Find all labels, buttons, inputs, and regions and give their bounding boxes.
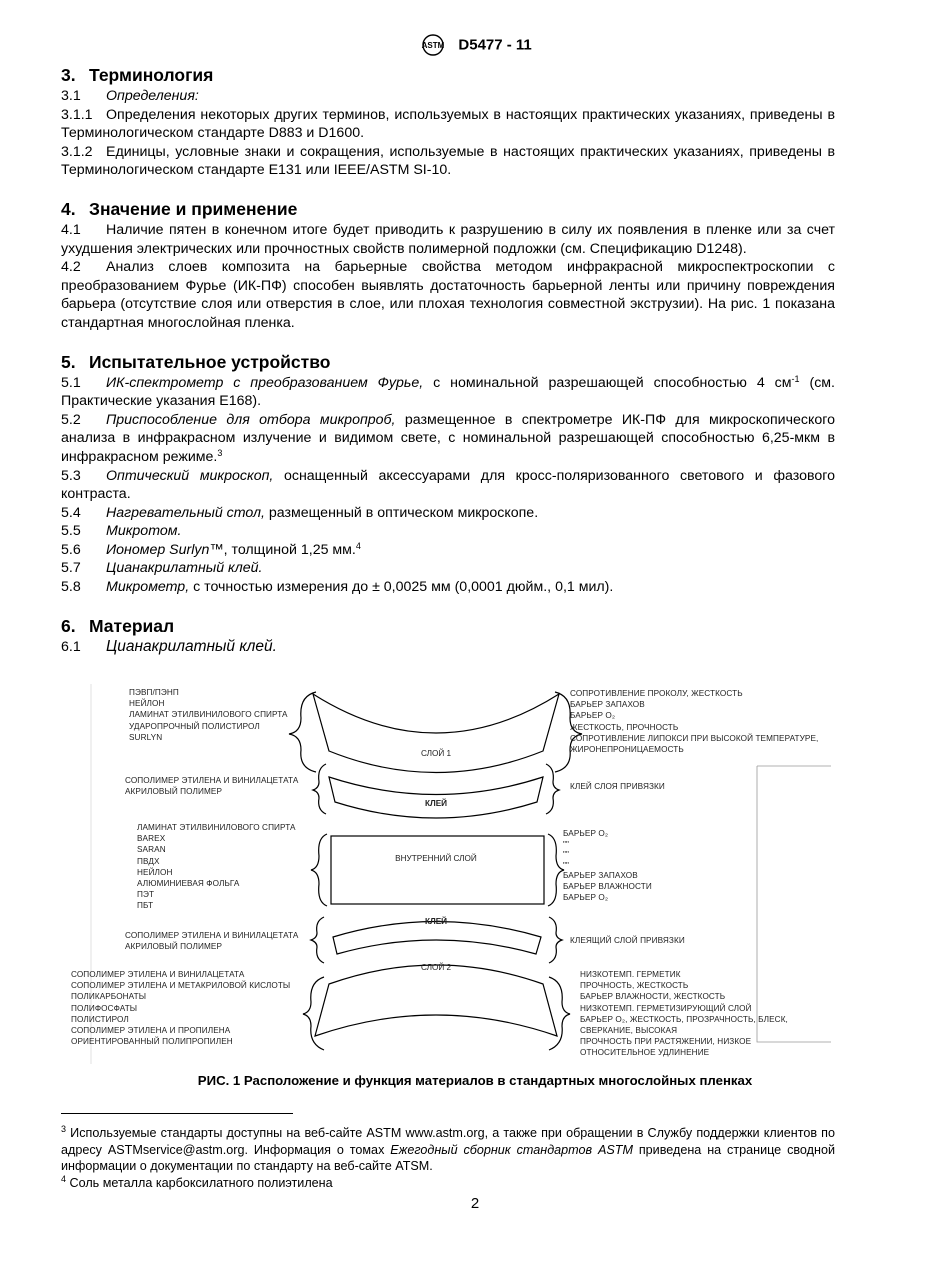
svg-text:ASTM: ASTM xyxy=(421,41,445,50)
paragraph: 5.2 Приспособление для отбора микропроб, размещенное в спектрометре ИК-ПФ для микроскопического анализа в инфракрасном излучение и видимом свете, с номинальной разрешающей способностью 6,25-мкм в инфракрасном режиме.$^3$ xyxy=(61,411,835,465)
footnote-3: $^3$ Используемые стандарты доступны на веб-сайте ASTM www.astm.org, а также при обращении в Службу поддержки клиентов по адресу ASTMservice@astm.org. Информация о томах Ежегодный сборник стандартов ASTM приведена на странице сводной информации о документации по стандарту на веб-сайте ATSM. xyxy=(61,1124,835,1174)
section-apparatus xyxy=(61,351,835,597)
paragraph: 5.4 Нагревательный стол, размещенный в оптическом микроскопе. xyxy=(61,504,539,521)
paragraph: 6.1 Цианакрилатный клей. xyxy=(61,637,277,655)
right-functions-3: БАРЬЕР O₂ "" "" "" БАРЬЕР ЗАПАХОВ БАРЬЕР ВЛАЖНОСТИ БАРЬЕР O₂ xyxy=(563,829,652,902)
brace-left-3 xyxy=(311,834,327,906)
left-materials-5: СОПОЛИМЕР ЭТИЛЕНА И ВИНИЛАЦЕТАТА СОПОЛИМЕР ЭТИЛЕНА И МЕТАКРИЛОВОЙ КИСЛОТЫ ПОЛИКАРБОНАТЫ ПОЛИФОСФАТЫ ПОЛИСТИРОЛ СОПОЛИМЕР ЭТИЛЕНА И ПРОПИЛЕНА ОРИЕНТИРОВАННЫЙ ПОЛИПРОПИЛЕН xyxy=(71,970,291,1047)
section-materials xyxy=(61,615,835,657)
left-materials-4: СОПОЛИМЕР ЭТИЛЕНА И ВИНИЛАЦЕТАТА АКРИЛОВЫЙ ПОЛИМЕР xyxy=(125,931,299,952)
paragraph: 5.5 Микротом. xyxy=(61,523,182,540)
left-materials-1: ПЭВП/ПЭНП НЕЙЛОН ЛАМИНАТ ЭТИЛВИНИЛОВОГО СПИРТА УДАРОПРОЧНЫЙ ПОЛИСТИРОЛ SURLYN xyxy=(129,688,288,742)
paragraph: 3.1 Определения: xyxy=(61,88,199,104)
brace-right-3 xyxy=(548,834,564,906)
layer2-label: СЛОЙ 2 xyxy=(420,963,452,972)
layer1-label: СЛОЙ 1 xyxy=(420,749,452,758)
layer1-shape xyxy=(313,694,559,773)
section-significance xyxy=(61,198,835,333)
left-materials-3: ЛАМИНАТ ЭТИЛВИНИЛОВОГО СПИРТА BAREX SARAN ПВДХ НЕЙЛОН АЛЮМИНИЕВАЯ ФОЛЬГА ПЭТ ПБТ xyxy=(137,823,296,911)
section-terminology xyxy=(61,64,835,180)
paragraph: 5.8 Микрометр, с точностью измерения до ± 0,0025 мм (0,0001 дюйм., 0,1 мил). xyxy=(61,579,614,596)
right-functions-1: СОПРОТИВЛЕНИЕ ПРОКОЛУ, ЖЕСТКОСТЬ БАРЬЕР ЗАПАХОВ БАРЬЕР O₂ ЖЕСТКОСТЬ, ПРОЧНОСТЬ СОПРОТИВЛЕНИЕ ЛИПОКСИ ПРИ ВЫСОКОЙ ТЕМПЕРАТУРЕ, ЖИРОНЕПРОНИЦАЕМОСТЬ xyxy=(570,689,819,755)
section-heading: 3. Терминология xyxy=(61,65,214,85)
section-heading: 5. Испытательное устройство xyxy=(61,351,331,372)
figure-caption: РИС. 1 Расположение и функция материалов в стандартных многослойных пленках xyxy=(197,1073,753,1088)
astm-logo-icon xyxy=(418,34,448,56)
paragraph: 5.6 Иономер Surlyn™, толщиной 1,25 мм.$^4$ xyxy=(61,540,361,558)
brace-right-4 xyxy=(549,917,562,963)
right-functions-2: КЛЕЙ СЛОЯ ПРИВЯЗКИ xyxy=(570,782,665,791)
paragraph: 4.2 Анализ слоев композита на барьерные свойства методом инфракрасной микроспектроскопии с преобразованием Фурье (ИК-ПФ) способен выявлять достаточность барьерной ленты или причину повреждения барьера (отсутствие слоя или отверстия в слое, или плохая технология совместной экструзии). На рис. 1 показана стандартная многослойная пленка. xyxy=(61,259,835,331)
inner-layer-label: ВНУТРЕННИЙ СЛОЙ xyxy=(395,854,477,863)
glue2-label: КЛЕЙ xyxy=(424,917,448,926)
brace-left-4 xyxy=(311,917,324,963)
footnote-4: $^4$ Соль металла карбоксилатного полиэтилена xyxy=(61,1173,333,1190)
body-text xyxy=(61,64,835,674)
footnote-divider xyxy=(61,1113,293,1114)
glue1-shape xyxy=(329,777,543,818)
document-id: D5477 - 11 xyxy=(458,36,532,54)
paragraph: 4.1 Наличие пятен в конечном итоге будет приводить к разрушению в силу их появления в пленке или за счет ухудшения электрических или прочностных свойств полимерной подложки (см. Спецификацию D1248). xyxy=(61,221,835,257)
left-materials-2: СОПОЛИМЕР ЭТИЛЕНА И ВИНИЛАЦЕТАТА АКРИЛОВЫЙ ПОЛИМЕР xyxy=(125,776,299,797)
footnotes xyxy=(61,1125,835,1191)
brace-left-1 xyxy=(289,692,316,772)
paragraph: 3.1.2 Единицы, условные знаки и сокращения, используемые в настоящих практических указаниях, приведены в Терминологическом стандарте E131 или IEEE/ASTM SI-10. xyxy=(61,143,835,179)
brace-right-5 xyxy=(549,977,570,1050)
right-functions-4: КЛЕЯЩИЙ СЛОЙ ПРИВЯЗКИ xyxy=(570,936,685,945)
section-heading: 4. Значение и применение xyxy=(61,198,298,219)
paragraph: 5.3 Оптический микроскоп, оснащенный аксессуарами для кросс-поляризованного светового и фазового контраста. xyxy=(61,467,835,503)
figure-1 xyxy=(61,684,835,1069)
paragraph: 5.1 ИК-спектрометр с преобразованием Фурье, с номинальной разрешающей способностью 4 $см^{-1}$ (см. Практические указания E168). xyxy=(61,373,835,410)
page-number: 2 xyxy=(470,1195,480,1212)
glue2-shape xyxy=(333,922,541,955)
right-functions-5: НИЗКОТЕМП. ГЕРМЕТИК ПРОЧНОСТЬ, ЖЕСТКОСТЬ БАРЬЕР ВЛАЖНОСТИ, ЖЕСТКОСТЬ НИЗКОТЕМП. ГЕРМЕТИЗИРУЮЩИЙ СЛОЙ БАРЬЕР O₂, ЖЕСТКОСТЬ, ПРОЗРАЧНОСТЬ, БЛЕСК, СВЕРКАНИЕ, ВЫСОКАЯ ПРОЧНОСТЬ ПРИ РАСТЯЖЕНИИ, НИЗКОЕ ОТНОСИТЕЛЬНОЕ УДЛИНЕНИЕ xyxy=(580,970,788,1058)
paragraph: 5.7 Цианакрилатный клей. xyxy=(61,560,263,577)
glue1-label: КЛЕЙ xyxy=(424,799,448,808)
paragraph: 3.1.1 Определения некоторых других терминов, используемых в настоящих практических указаниях, приведены в Терминологическом стандарте D883 и D1600. xyxy=(61,106,835,142)
layer2-shape xyxy=(315,965,557,1036)
page-header xyxy=(0,34,950,56)
section-heading: 6. Материал xyxy=(61,615,175,636)
inner-layer-shape xyxy=(331,836,544,904)
